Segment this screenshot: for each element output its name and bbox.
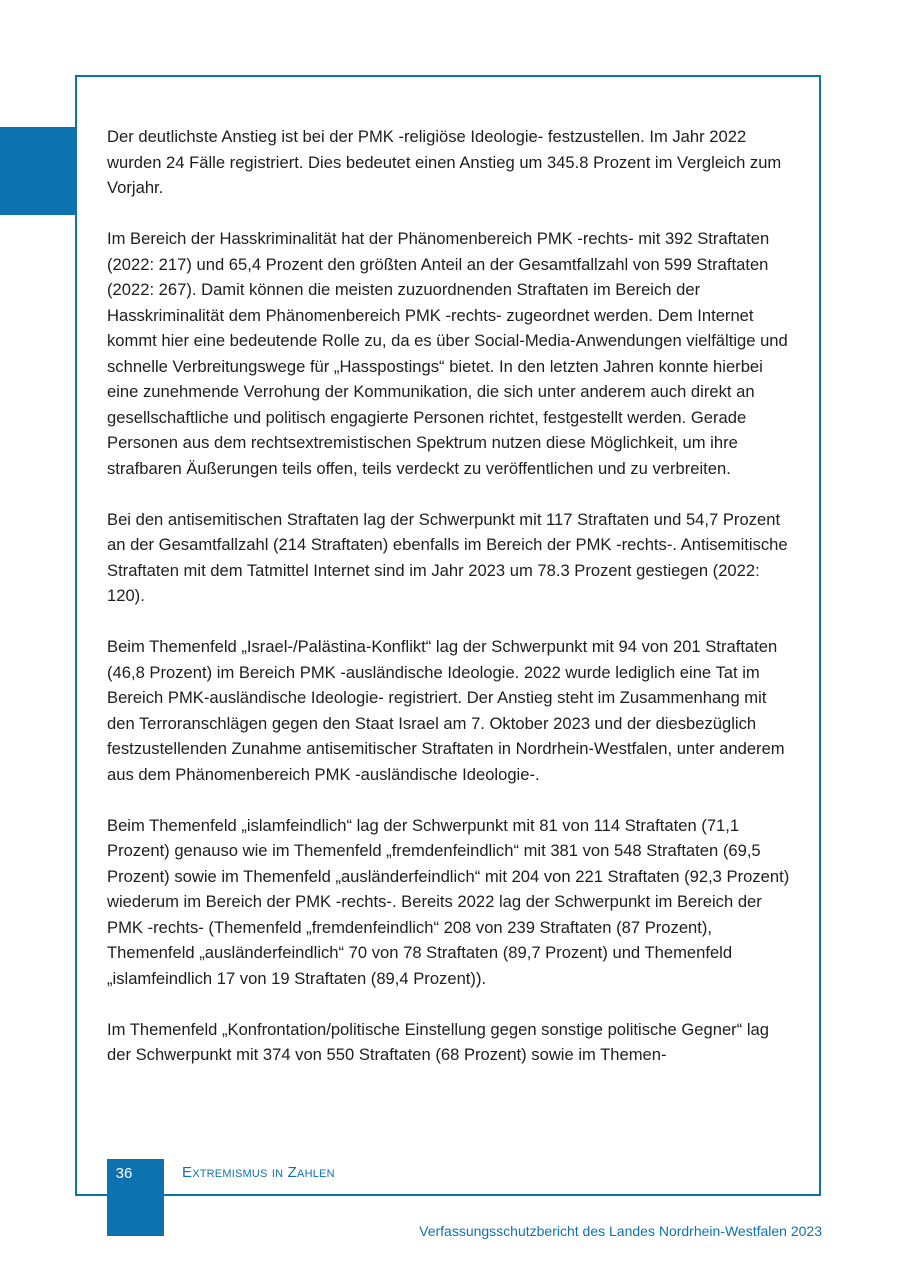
page-number: 36	[115, 1165, 133, 1182]
paragraph-hate-crime: Im Bereich der Hasskriminalität hat der Phänomenbereich PMK -rechts- mit 392 Straftaten (2022: 217) und 65,4 Prozent den größten Anteil an der Gesamtfallzahl von 599 Straftaten (2022: 267). Damit können die meisten zuzuordnenden Straftaten im Bereich der Hasskriminalität dem Phänomenbereich PMK -rechts- zugeordnet werden. Dem Internet kommt hier eine bedeutende Rolle zu, da es über Social-Media-Anwendungen vielfältige und schnelle Verbreitungswege für „Hasspostings“ bietet. In den letzten Jahren konnte hierbei eine zunehmende Verrohung der Kommunikation, die sich unter anderem auch direkt an gesellschaftliche und politisch engagierte Personen richtet, festgestellt werden. Gerade Personen aus dem rechtsextremistischen Spektrum nutzen diese Möglichkeit, um ihre strafbaren Äußerungen teils offen, teils verdeckt zu veröffentlichen und zu verbreiten.	[107, 229, 788, 478]
page-number-box	[107, 1159, 164, 1236]
side-tab-marker	[0, 127, 75, 215]
paragraph-islamophobic: Beim Themenfeld „islamfeindlich“ lag der Schwerpunkt mit 81 von 114 Straftaten (71,1 Prozent) genauso wie im Themenfeld „fremdenfeindlich“ mit 381 von 548 Straftaten (69,5 Prozent) sowie im Themenfeld „ausländerfeindlich“ mit 204 von 221 Straftaten (92,3 Prozent) wiederum im Bereich der PMK -rechts-. Bereits 2022 lag der Schwerpunkt im Bereich der PMK -rechts- (Themenfeld „fremdenfeindlich“ 208 von 239 Straftaten (87 Prozent), Themenfeld „ausländerfeindlich“ 70 von 78 Straftaten (89,7 Prozent) und Themenfeld „islamfeindlich 17 von 19 Straftaten (89,4 Prozent)).	[107, 815, 790, 988]
paragraph-confrontation: Im Themenfeld „Konfrontation/politische Einstellung gegen sonstige politische Gegner“ lag der Schwerpunkt mit 374 von 550 Straftaten (68 Prozent) sowie im Themen-	[107, 1019, 769, 1064]
paragraph-israel-palestine: Beim Themenfeld „Israel-/Palästina-Konflikt“ lag der Schwerpunkt mit 94 von 201 Straftaten (46,8 Prozent) im Bereich PMK -ausländische Ideologie. 2022 wurde lediglich eine Tat im Bereich PMK-ausländische Ideologie- registriert. Der Anstieg steht im Zusammenhang mit den Terroranschlägen gegen den Staat Israel am 7. Oktober 2023 und der diesbezüglich festzustellenden Zunahme antisemitischer Straftaten in Nordrhein-Westfalen, unter anderem aus dem Phänomenbereich PMK -ausländische Ideologie-.	[107, 637, 785, 784]
body-text	[107, 124, 797, 1093]
section-title: Extremismus in Zahlen	[182, 1164, 335, 1181]
paragraph-antisemitic-crimes: Bei den antisemitischen Straftaten lag der Schwerpunkt mit 117 Straftaten und 54,7 Prozent an der Gesamtfallzahl (214 Straftaten) ebenfalls im Bereich der PMK -rechts-. Antisemitische Straftaten mit dem Tatmittel Internet sind im Jahr 2023 um 78.3 Prozent gestiegen (2022: 120).	[107, 509, 788, 605]
publication-title: Verfassungsschutzbericht des Landes Nordrhein-Westfalen 2023	[419, 1223, 822, 1239]
paragraph-religious-ideology: Der deutlichste Anstieg ist bei der PMK -religiöse Ideologie- festzustellen. Im Jahr 2022 wurden 24 Fälle registriert. Dies bedeutet einen Anstieg um 345.8 Prozent im Vergleich zum Vorjahr.	[107, 127, 782, 197]
